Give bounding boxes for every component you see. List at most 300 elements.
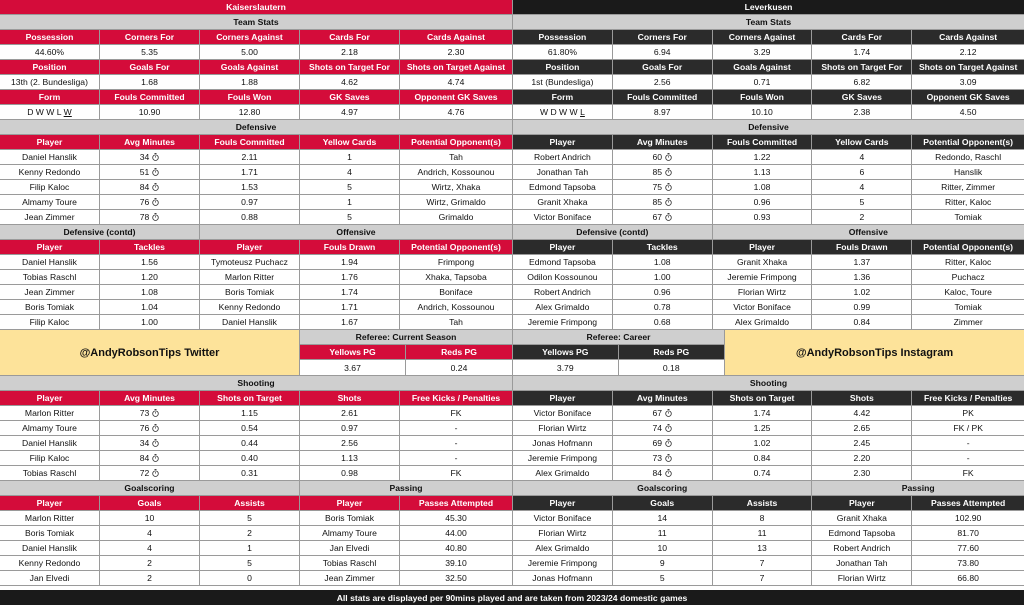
defensive-row-cell-0 — [0, 210, 100, 224]
shooting-row-cell-4 — [912, 421, 1024, 435]
defensive-contd-cell-0 — [513, 315, 613, 329]
shooting-header-col-0 — [513, 391, 613, 405]
goalscoring-cell-1 — [100, 526, 200, 540]
stopwatch-icon — [152, 439, 159, 447]
offensive-cell-2-text: Tah — [449, 317, 463, 327]
shooting-row-cell-2-text: 0.74 — [753, 468, 771, 478]
team-stats-header-3-col-2-text: Fouls Won — [227, 92, 272, 102]
team-stats-values-2 — [513, 75, 1024, 90]
goalscoring-cell-2-text: 5 — [247, 513, 252, 523]
offensive-cell-2-text: Tomiak — [954, 302, 982, 312]
shooting-title-title-0 — [0, 376, 512, 390]
shooting-header-col-2 — [713, 391, 813, 405]
shooting-row-cell-4 — [912, 436, 1024, 450]
offensive-cell-0 — [200, 255, 300, 269]
team-stats-values-1-cell-0 — [513, 45, 613, 59]
passing-cell-0-text: Jonathan Tah — [836, 558, 888, 568]
passing-cell-1-text: 44.00 — [445, 528, 467, 538]
goalscoring-passing-row — [513, 541, 1024, 556]
team-stats-values-2-cell-3-text: 6.82 — [853, 77, 871, 87]
offensive-cell-2-text: Andrich, Kossounou — [417, 302, 495, 312]
team-stats-header-2-col-3-text: Shots on Target For — [821, 62, 903, 72]
passing-cell-1-text: 66.80 — [957, 573, 979, 583]
team-stats-header-1-col-3-text: Cards For — [329, 32, 370, 42]
team-stats-values-1-cell-0 — [0, 45, 100, 59]
team-stats-header-3-col-3-text: GK Saves — [329, 92, 370, 102]
offensive-cell-0-text: Marlon Ritter — [224, 272, 275, 282]
defensive-row-cell-3 — [300, 180, 400, 194]
shooting-row-cell-4 — [912, 406, 1024, 420]
defensive-contd-col-1 — [613, 240, 713, 254]
offensive-cell-1-text: 0.99 — [853, 302, 871, 312]
defensive-row-cell-2 — [200, 210, 300, 224]
defensive-row — [513, 165, 1024, 180]
leverkusen-panel — [512, 0, 1024, 586]
goalscoring-cell-2 — [713, 511, 813, 525]
defensive-row-cell-3 — [300, 150, 400, 164]
yellows-pg-header — [300, 345, 406, 359]
team-stats-values-1 — [513, 45, 1024, 60]
defensive-row — [0, 195, 512, 210]
defensive-row-cell-2 — [713, 165, 813, 179]
team-stats-values-3 — [513, 105, 1024, 120]
defensive-row-cell-2 — [200, 180, 300, 194]
offensive-cell-1 — [812, 315, 912, 329]
defensive-row-cell-0-text: Almamy Toure — [22, 197, 77, 207]
passing-col-0-text: Player — [336, 498, 363, 508]
offensive-cell-2 — [912, 255, 1024, 269]
goalscoring-cell-0 — [0, 526, 100, 540]
shooting-header-col-1-text: Avg Minutes — [636, 393, 688, 403]
defensive-row-cell-0 — [0, 180, 100, 194]
shooting-header-col-1-text: Avg Minutes — [124, 393, 175, 403]
defensive-contd-offensive-row — [513, 315, 1024, 330]
defensive-row-cell-3-text: 6 — [859, 167, 865, 177]
defensive-row-cell-1-text: 84 — [139, 182, 150, 192]
goalscoring-col-1-text: Goals — [650, 498, 675, 508]
team-stats-header-3-col-1 — [613, 90, 713, 104]
defensive-contd-cell-1-text: 0.68 — [653, 317, 671, 327]
goalscoring-cell-1 — [613, 556, 713, 570]
offensive-cell-0 — [200, 300, 300, 314]
passing-cell-0 — [812, 526, 912, 540]
goalscoring-cell-0 — [0, 541, 100, 555]
offensive-cell-0 — [713, 315, 813, 329]
defensive-row-cell-0-text: Edmond Tapsoba — [529, 182, 596, 192]
defensive-row-cell-1 — [100, 180, 200, 194]
offensive-cell-1 — [812, 285, 912, 299]
shooting-header-col-4 — [912, 391, 1024, 405]
shooting-row-cell-3 — [812, 421, 912, 435]
defensive-row — [513, 180, 1024, 195]
team-stats-header-3-col-2 — [713, 90, 813, 104]
stopwatch-icon — [665, 183, 672, 191]
yellows-pg-header-text: Yellows PG — [542, 347, 589, 357]
defensive-contd-cell-1 — [613, 300, 713, 314]
goalscoring-cell-1 — [100, 571, 200, 585]
offensive-cell-1 — [812, 255, 912, 269]
team-stats-values-1-cell-0-text: 44.60% — [34, 47, 65, 57]
defensive-row-cell-3-text: 1 — [347, 152, 352, 162]
offensive-cell-2-text: Frimpong — [437, 257, 475, 267]
promo-referee-block — [0, 330, 512, 376]
team-stats-header-1 — [0, 30, 512, 45]
defensive-row-cell-0 — [513, 195, 613, 209]
team-stats-header-2-col-1-text: Goals For — [129, 62, 170, 72]
defensive-row-cell-2-text: 1.13 — [753, 167, 771, 177]
defensive-row-cell-1 — [613, 195, 713, 209]
team-stats-title-title-0 — [0, 15, 512, 29]
defensive-header — [0, 135, 512, 150]
defensive-contd-col-1 — [100, 240, 200, 254]
shooting-row-cell-3-text: 4.42 — [853, 408, 871, 418]
defensive-row — [513, 150, 1024, 165]
shooting-header — [513, 391, 1024, 406]
offensive-col-0-text: Player — [236, 242, 263, 252]
team-stats-values-2-cell-2 — [713, 75, 813, 89]
goalscoring-passing-row — [513, 556, 1024, 571]
offensive-cell-2 — [400, 255, 512, 269]
offensive-cell-2 — [912, 300, 1024, 314]
defensive-contd-offensive-title-title-1-text: Offensive — [848, 227, 888, 237]
defensive-contd-offensive-row — [513, 255, 1024, 270]
defensive-row-cell-3 — [300, 195, 400, 209]
shooting-header-col-4-text: Free Kicks / Penalties — [411, 393, 501, 403]
team-stats-header-3-col-2 — [200, 90, 300, 104]
team-stats-values-1-cell-2-text: 5.00 — [241, 47, 258, 57]
defensive-row-cell-4-text: Wirtz, Grimaldo — [426, 197, 486, 207]
defensive-title-title-0 — [513, 120, 1024, 134]
defensive-contd-offensive-title-title-1 — [713, 225, 1024, 239]
team-stats-values-2-cell-2 — [200, 75, 300, 89]
defensive-header — [513, 135, 1024, 150]
goalscoring-cell-2-text: 2 — [247, 528, 252, 538]
shooting-row-cell-2-text: 0.31 — [241, 468, 258, 478]
defensive-row-cell-0-text: Jean Zimmer — [24, 212, 75, 222]
defensive-header-col-3 — [812, 135, 912, 149]
goalscoring-col-2-text: Assists — [746, 498, 778, 508]
stopwatch-icon — [665, 469, 672, 477]
passing-col-1-text: Passes Attempted — [418, 498, 494, 508]
shooting-row-cell-0-text: Daniel Hanslik — [22, 438, 77, 448]
passing-col-0 — [300, 496, 400, 510]
defensive-row-cell-0-text: Filip Kaloc — [29, 182, 70, 192]
defensive-contd-offensive-row — [0, 270, 512, 285]
shooting-row-cell-0-text: Tobias Raschl — [22, 468, 77, 478]
defensive-header-col-0 — [513, 135, 613, 149]
team-stats-header-2-col-2 — [713, 60, 813, 74]
defensive-contd-cell-0-text: Tobias Raschl — [22, 272, 77, 282]
passing-col-0-text: Player — [848, 498, 875, 508]
offensive-cell-2 — [912, 315, 1024, 329]
defensive-title — [0, 120, 512, 135]
shooting-row-cell-4-text: - — [966, 453, 970, 463]
goalscoring-passing-title-title-0 — [0, 481, 300, 495]
shooting-row-cell-4-text: FK — [450, 408, 462, 418]
team-stats-values-1-cell-2-text: 3.29 — [753, 47, 771, 57]
shooting-row-cell-3-text: 0.98 — [341, 468, 358, 478]
team-stats-values-3-cell-1 — [713, 105, 813, 119]
offensive-cell-0-text: Tymoteusz Puchacz — [211, 257, 288, 267]
twitter-promo: @AndyRobsonTips Twitter — [0, 330, 300, 375]
goalscoring-cell-2 — [200, 541, 300, 555]
shooting-row-cell-1-text: 76 — [139, 423, 150, 433]
passing-cell-1-text: 102.90 — [954, 513, 982, 523]
team-stats-title — [513, 15, 1024, 30]
shooting-header-col-3 — [812, 391, 912, 405]
team-stats-values-2-cell-4 — [400, 75, 512, 89]
shooting-row-cell-2-text: 0.44 — [241, 438, 258, 448]
offensive-cell-1-text: 1.02 — [853, 287, 871, 297]
offensive-cell-2 — [400, 315, 512, 329]
offensive-cell-1 — [300, 255, 400, 269]
team-stats-title-title-0 — [513, 15, 1024, 29]
team-stats-header-1-col-2-text: Corners Against — [728, 32, 796, 42]
defensive-row-cell-3-text: 4 — [859, 182, 865, 192]
shooting-row-cell-4 — [400, 421, 512, 435]
goalscoring-cell-0 — [513, 526, 613, 540]
defensive-row-cell-1 — [613, 180, 713, 194]
passing-cell-1-text: 81.70 — [957, 528, 979, 538]
team-name — [513, 0, 1024, 14]
defensive-title-title-0 — [0, 120, 512, 134]
team-stats-values-2-cell-0 — [0, 75, 100, 89]
defensive-contd-cell-0 — [513, 285, 613, 299]
defensive-row-cell-4-text: Redondo, Raschl — [935, 152, 1002, 162]
defensive-contd-offensive-title — [0, 225, 512, 240]
defensive-contd-cell-0 — [0, 300, 100, 314]
defensive-row-cell-1 — [100, 150, 200, 164]
form-prefix: D W W L — [27, 107, 64, 117]
defensive-row-cell-1-text: 34 — [139, 152, 150, 162]
defensive-header-col-4-text: Potential Opponent(s) — [411, 137, 501, 147]
reds-pg-header — [619, 345, 725, 359]
team-stats-values-2-cell-3 — [300, 75, 400, 89]
defensive-header-col-2 — [200, 135, 300, 149]
defensive-header-col-2-text: Fouls Committed — [214, 137, 285, 147]
shooting-title-title-0-text: Shooting — [749, 378, 788, 388]
team-stats-values-2-cell-1 — [613, 75, 713, 89]
defensive-row-cell-0-text: Victor Boniface — [533, 212, 592, 222]
defensive-contd-col-1-text: Tackles — [646, 242, 678, 252]
defensive-contd-cell-1-text: 1.08 — [653, 257, 671, 267]
shooting-row-cell-0-text: Marlon Ritter — [24, 408, 75, 418]
shooting-header-col-1 — [100, 391, 200, 405]
defensive-contd-col-0 — [513, 240, 613, 254]
defensive-row-cell-1-text: 85 — [652, 197, 662, 207]
offensive-cell-2 — [400, 285, 512, 299]
goalscoring-col-0 — [0, 496, 100, 510]
offensive-col-1-text: Fouls Drawn — [323, 242, 376, 252]
passing-cell-0 — [300, 556, 400, 570]
stopwatch-icon — [152, 454, 159, 462]
defensive-row-cell-1 — [613, 150, 713, 164]
shooting-row-cell-2-text: 1.74 — [753, 408, 771, 418]
team-stats-values-2-cell-2-text: 0.71 — [753, 77, 771, 87]
shooting-row-cell-3-text: 2.61 — [341, 408, 358, 418]
goalscoring-cell-1-text: 5 — [659, 573, 665, 583]
defensive-row-cell-4 — [912, 165, 1024, 179]
shooting-row — [513, 451, 1024, 466]
team-name — [0, 0, 512, 14]
defensive-row-cell-2-text: 1.08 — [753, 182, 771, 192]
offensive-cell-2-text: Puchacz — [951, 272, 985, 282]
team-stats-header-3-col-4-text: Opponent GK Saves — [926, 92, 1010, 102]
defensive-contd-cell-1-text: 1.56 — [141, 257, 158, 267]
offensive-col-2 — [400, 240, 512, 254]
stopwatch-icon — [665, 168, 672, 176]
referee-header — [300, 345, 512, 360]
defensive-contd-cell-1 — [100, 300, 200, 314]
shooting-row-cell-4 — [400, 451, 512, 465]
shooting-row-cell-3 — [812, 466, 912, 480]
defensive-row-cell-4 — [912, 150, 1024, 164]
shooting-row-cell-1 — [613, 436, 713, 450]
shooting-row-cell-2 — [200, 451, 300, 465]
defensive-row-cell-1-text: 75 — [652, 182, 662, 192]
shooting-row-cell-4-text: PK — [962, 408, 974, 418]
shooting-row-cell-0-text: Jonas Hofmann — [532, 438, 593, 448]
team-stats-values-2-cell-2-text: 1.88 — [241, 77, 258, 87]
team-stats-header-1-col-0 — [0, 30, 100, 44]
defensive-contd-offensive-title — [513, 225, 1024, 240]
shooting-row-cell-1 — [613, 466, 713, 480]
shooting-row-cell-1 — [100, 406, 200, 420]
team-stats-header-2-col-1-text: Goals For — [642, 62, 683, 72]
shooting-row-cell-0-text: Jeremie Frimpong — [527, 453, 598, 463]
shooting-row-cell-0 — [0, 466, 100, 480]
offensive-cell-0-text: Alex Grimaldo — [735, 317, 790, 327]
referee-values — [513, 360, 724, 375]
defensive-contd-offensive-title-title-1-text: Offensive — [336, 227, 376, 237]
defensive-header-col-4-text: Potential Opponent(s) — [923, 137, 1014, 147]
defensive-contd-col-1-text: Tackles — [134, 242, 165, 252]
passing-cell-1-text: 40.80 — [445, 543, 467, 553]
offensive-cell-0 — [200, 315, 300, 329]
goalscoring-cell-0-text: Boris Tomiak — [24, 528, 75, 538]
defensive-row-cell-2 — [200, 195, 300, 209]
shooting-row-cell-2 — [200, 406, 300, 420]
shooting-row-cell-2-text: 0.54 — [241, 423, 258, 433]
defensive-row-cell-2-text: 2.11 — [241, 152, 258, 162]
defensive-row-cell-3 — [300, 165, 400, 179]
shooting-header-col-3-text: Shots — [337, 393, 362, 403]
defensive-header-col-1 — [613, 135, 713, 149]
shooting-row-cell-1-text: 74 — [652, 423, 662, 433]
shooting-row-cell-2-text: 1.15 — [241, 408, 258, 418]
shooting-row-cell-4 — [912, 466, 1024, 480]
goalscoring-passing-row — [0, 571, 512, 586]
shooting-header-col-3-text: Shots — [849, 393, 874, 403]
shooting-row — [0, 406, 512, 421]
team-stats-values-1-cell-4 — [912, 45, 1024, 59]
shooting-row-cell-0 — [0, 436, 100, 450]
team-stats-values-1-cell-1 — [613, 45, 713, 59]
defensive-contd-offensive-title-title-1 — [200, 225, 512, 239]
goalscoring-cell-2-text: 1 — [247, 543, 252, 553]
passing-cell-1 — [912, 541, 1024, 555]
passing-cell-1 — [912, 571, 1024, 585]
shooting-row-cell-0 — [0, 406, 100, 420]
shooting-row-cell-4-text: - — [454, 423, 458, 433]
form-prefix: W D W W — [539, 107, 581, 117]
passing-cell-0 — [300, 526, 400, 540]
shooting-row-cell-2 — [713, 406, 813, 420]
goalscoring-passing-row — [0, 526, 512, 541]
passing-cell-0-text: Florian Wirtz — [837, 573, 886, 583]
shooting-row-cell-2 — [200, 436, 300, 450]
team-stats-values-3-cell-2-text: 4.97 — [341, 107, 358, 117]
stopwatch-icon — [152, 409, 159, 417]
defensive-row-cell-0-text: Daniel Hanslik — [22, 152, 77, 162]
defensive-row-cell-4 — [400, 210, 512, 224]
passing-cell-0-text: Granit Xhaka — [836, 513, 887, 523]
defensive-row-cell-1 — [100, 210, 200, 224]
team-stats-header-2-col-4-text: Shots on Target Against — [406, 62, 506, 72]
shooting-row-cell-3-text: 2.65 — [853, 423, 871, 433]
shooting-header-col-4 — [400, 391, 512, 405]
offensive-col-1-text: Fouls Drawn — [836, 242, 888, 252]
shooting-row-cell-1-text: 72 — [139, 468, 150, 478]
team-title — [513, 0, 1024, 15]
defensive-row-cell-0-text: Robert Andrich — [533, 152, 591, 162]
defensive-row-cell-3-text: 2 — [859, 212, 865, 222]
defensive-contd-offensive-title-title-0-text: Defensive (contd) — [576, 227, 649, 237]
reds-pg-header — [406, 345, 512, 359]
defensive-row-cell-3-text: 5 — [347, 182, 352, 192]
reds-pg-value — [619, 360, 725, 375]
offensive-cell-1 — [812, 300, 912, 314]
goalscoring-col-1 — [100, 496, 200, 510]
goalscoring-passing-row — [0, 511, 512, 526]
team-stats-title-title-0-text: Team Stats — [745, 17, 792, 27]
offensive-cell-0 — [713, 285, 813, 299]
defensive-row-cell-4 — [400, 165, 512, 179]
reds-pg-value — [406, 360, 512, 375]
team-stats-values-3-cell-3 — [400, 105, 512, 119]
team-stats-values-1 — [0, 45, 512, 60]
shooting-row-cell-0-text: Florian Wirtz — [538, 423, 587, 433]
team-stats-values-1-cell-1 — [100, 45, 200, 59]
offensive-cell-1 — [300, 300, 400, 314]
team-stats-header-2-col-0 — [0, 60, 100, 74]
goalscoring-cell-0 — [0, 556, 100, 570]
stopwatch-icon — [665, 198, 672, 206]
defensive-row-cell-4 — [912, 180, 1024, 194]
referee-title-text-text: Referee: Current Season — [355, 332, 457, 342]
team-stats-header-1-col-2 — [200, 30, 300, 44]
team-stats-values-2-cell-3 — [812, 75, 912, 89]
form-latest: W — [63, 107, 72, 117]
goalscoring-cell-1 — [100, 541, 200, 555]
defensive-contd-offensive-row — [513, 270, 1024, 285]
offensive-cell-0-text: Daniel Hanslik — [222, 317, 277, 327]
offensive-cell-0 — [200, 285, 300, 299]
goalscoring-cell-0-text: Daniel Hanslik — [22, 543, 77, 553]
defensive-row-cell-1 — [613, 210, 713, 224]
team-stats-header-2-col-2-text: Goals Against — [220, 62, 279, 72]
goalscoring-cell-2 — [200, 511, 300, 525]
goalscoring-cell-2 — [200, 571, 300, 585]
shooting-row-cell-2-text: 1.02 — [753, 438, 771, 448]
defensive-contd-cell-1-text: 1.00 — [141, 317, 158, 327]
defensive-row-cell-4-text: Tomiak — [954, 212, 982, 222]
team-stats-header-1-col-3-text: Cards For — [841, 32, 883, 42]
team-stats-values-2-cell-0-text: 13th (2. Bundesliga) — [11, 77, 88, 87]
shooting-row-cell-1-text: 84 — [139, 453, 150, 463]
shooting-row-cell-3 — [300, 466, 400, 480]
yellows-pg-header — [513, 345, 619, 359]
